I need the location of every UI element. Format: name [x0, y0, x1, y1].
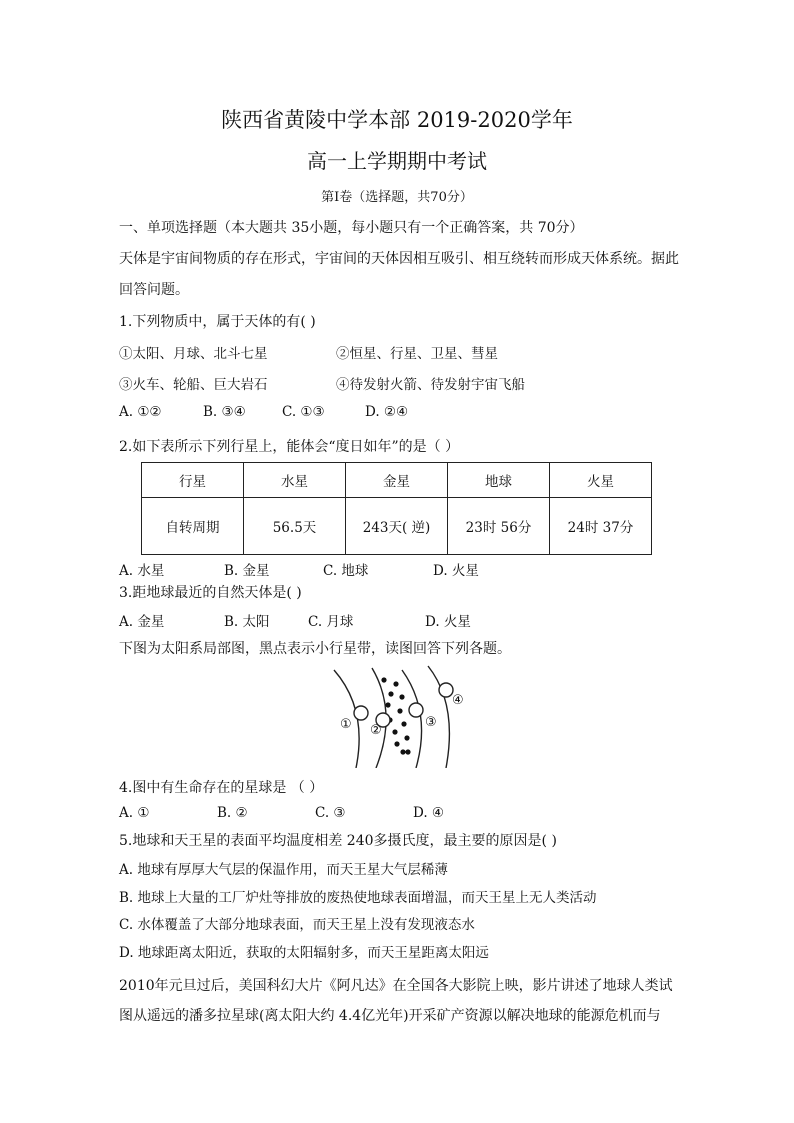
q1-option-a[interactable]: A. ①②: [119, 404, 162, 420]
table-header-row: [142, 463, 652, 498]
q3-option-b[interactable]: B. 太阳: [224, 614, 270, 630]
q5-option-b[interactable]: B. 地球上大量的工厂炉灶等排放的废热使地球表面增温，而天王星上无人类活动: [119, 890, 597, 906]
q1-item-2: ②恒星、行星、卫星、彗星: [336, 346, 498, 362]
q5-option-a[interactable]: A. 地球有厚厚大气层的保温作用，而天王星大气层稀薄: [119, 862, 448, 878]
passage-line-2: 图从遥远的潘多拉星球(离太阳大约 4.4亿光年)开采矿产资源以解决地球的能源危机而与: [119, 1008, 661, 1024]
q4-option-a[interactable]: A. ①: [119, 805, 150, 821]
q2-option-a[interactable]: A. 水星: [119, 563, 165, 579]
table-cell: 自转周期: [142, 498, 244, 555]
solar-system-diagram: [328, 664, 468, 768]
passage-line-1: 2010年元旦过后，美国科幻大片《阿凡达》在全国各大影院上映，影片讲述了地球人类试: [119, 978, 673, 994]
q3-option-c[interactable]: C. 月球: [308, 614, 354, 630]
diagram-intro: 下图为太阳系局部图，黑点表示小行星带，读图回答下列各题。: [119, 641, 511, 657]
q3-option-d[interactable]: D. 火星: [425, 614, 471, 630]
q4-stem: 4.图中有生命存在的星球是 （ ）: [119, 780, 324, 796]
q2-option-d[interactable]: D. 火星: [433, 563, 479, 579]
planet-3: [409, 703, 423, 717]
exam-subtitle: 高一上学期期中考试: [307, 149, 487, 173]
q1-option-b[interactable]: B. ③④: [203, 404, 246, 420]
table-header-cell: 行星: [142, 463, 244, 498]
planet-4: [439, 683, 453, 697]
table-header-cell: 金星: [346, 463, 448, 498]
table-header-cell: 火星: [550, 463, 652, 498]
q2-option-b[interactable]: B. 金星: [224, 563, 270, 579]
table-cell: 56.5天: [244, 498, 346, 555]
section-heading: 第Ⅰ卷（选择题，共70分）: [321, 190, 473, 205]
q5-option-d[interactable]: D. 地球距离太阳近，获取的太阳辐射多，而天王星距离太阳远: [119, 945, 489, 961]
table-row: [142, 498, 652, 555]
q1-stem: 1.下列物质中，属于天体的有( ): [119, 314, 316, 330]
q2-stem: 2.如下表所示下列行星上，能体会“度日如年”的是（ ）: [119, 439, 460, 455]
q5-option-c[interactable]: C. 水体覆盖了大部分地球表面，而天王星上没有发现液态水: [119, 917, 475, 933]
q3-stem: 3.距地球最近的自然天体是( ): [119, 585, 302, 601]
q1-item-3: ③火车、轮船、巨大岩石: [119, 377, 268, 393]
q1-option-c[interactable]: C. ①③: [282, 404, 325, 420]
table-cell: 24时 37分: [550, 498, 652, 555]
intro-line-1: 天体是宇宙间物质的存在形式，宇宙间的天体因相互吸引、相互绕转而形成天体系统。据此: [119, 251, 679, 267]
q1-item-4: ④待发射火箭、待发射宇宙飞船: [336, 377, 525, 393]
label-2: ②: [370, 723, 382, 738]
q4-option-b[interactable]: B. ②: [217, 805, 248, 821]
table-header-cell: 水星: [244, 463, 346, 498]
intro-line-2: 回答问题。: [119, 282, 189, 298]
q1-item-1: ①太阳、月球、北斗七星: [119, 346, 268, 362]
q3-option-a[interactable]: A. 金星: [119, 614, 165, 630]
q1-option-d[interactable]: D. ②④: [365, 404, 409, 420]
label-3: ③: [425, 715, 437, 730]
table-cell: 243天( 逆): [346, 498, 448, 555]
q5-stem: 5.地球和天王星的表面平均温度相差 240多摄氏度，最主要的原因是( ): [119, 833, 557, 849]
table-header-cell: 地球: [448, 463, 550, 498]
exam-title: 陕西省黄陵中学本部 2019-2020学年: [221, 108, 573, 132]
q4-option-d[interactable]: D. ④: [413, 805, 445, 821]
rotation-table: [141, 462, 652, 555]
q4-option-c[interactable]: C. ③: [315, 805, 346, 821]
table-cell: 23时 56分: [448, 498, 550, 555]
part-heading: 一、单项选择题（本大题共 35小题，每小题只有一个正确答案，共 70分）: [119, 220, 584, 236]
planet-1: [354, 706, 368, 720]
q2-option-c[interactable]: C. 地球: [323, 563, 369, 579]
label-4: ④: [452, 693, 464, 708]
label-1: ①: [340, 717, 352, 732]
